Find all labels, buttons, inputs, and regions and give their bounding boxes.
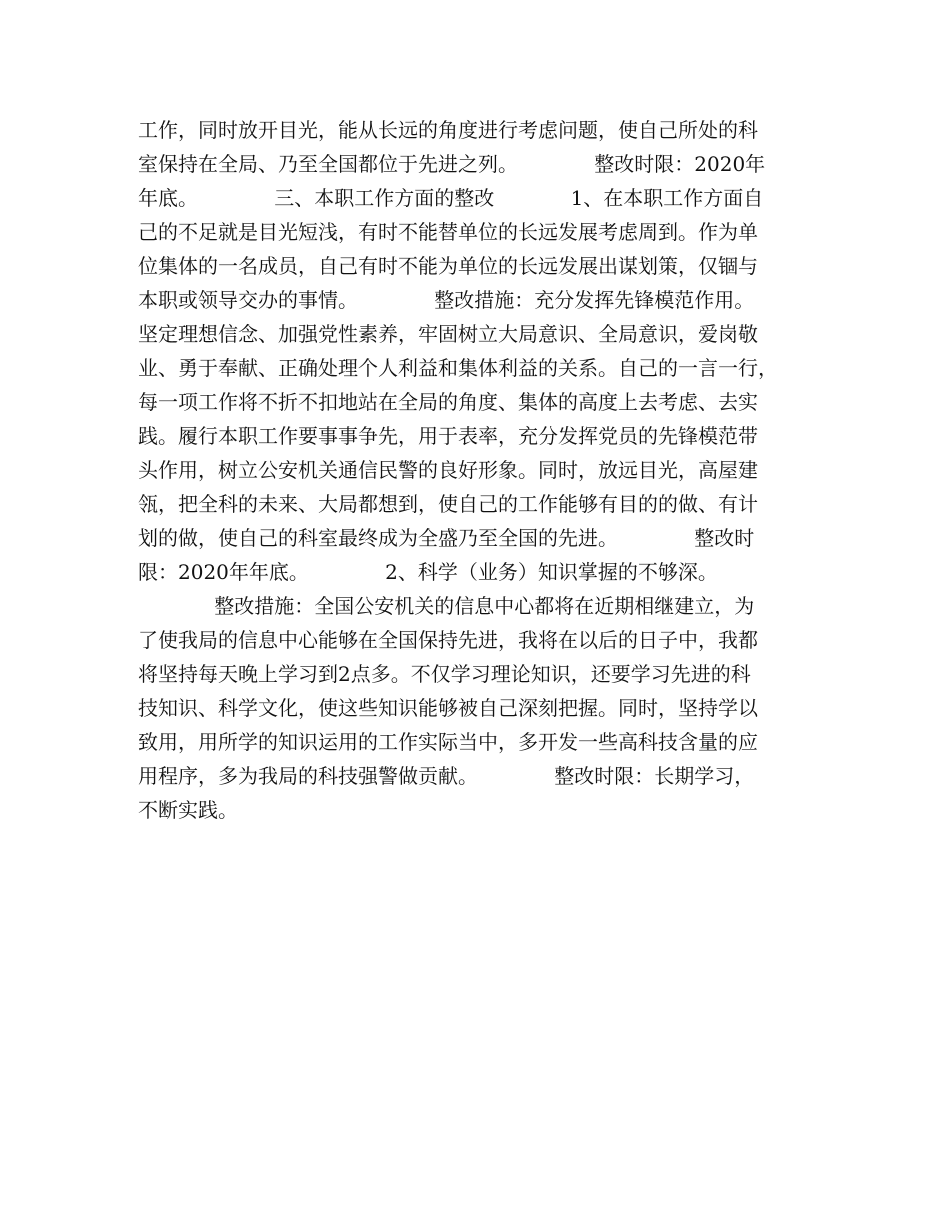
body-text — [138, 113, 818, 827]
text-line: 室保持在全局、乃至全国都位于先进之列。 整改时限：2020年 — [138, 152, 766, 176]
text-line: 了使我局的信息中心能够在全国保持先进，我将在以后的日子中，我都 — [138, 628, 758, 652]
text-line: 坚定理想信念、加强党性素养，牢固树立大局意识、全局意识，爱岗敬 — [138, 322, 758, 346]
text-line: 本职或领导交办的事情。 整改措施：充分发挥先锋模范作用。 — [138, 288, 755, 312]
text-line: 划的做，使自己的科室最终成为全盛乃至全国的先进。 整改时 — [138, 526, 755, 550]
text-line: 将坚持每天晚上学习到2点多。不仅学习理论知识，还要学习先进的科 — [138, 662, 751, 686]
text-line: 致用，用所学的知识运用的工作实际当中，多开发一些高科技含量的应 — [138, 730, 758, 754]
text-line: 工作，同时放开目光，能从长远的角度进行考虑问题，使自己所处的科 — [138, 118, 758, 142]
text-line: 不断实践。 — [138, 798, 238, 822]
text-line: 己的不足就是目光短浅，有时不能替单位的长远发展考虑周到。作为单 — [138, 220, 758, 244]
text-line: 技知识、科学文化，使这些知识能够被自己深刻把握。同时，坚持学以 — [138, 696, 758, 720]
text-line: 践。履行本职工作要事事争先，用于表率，充分发挥党员的先锋模范带 — [138, 424, 758, 448]
text-line: 年底。 三、本职工作方面的整改 1、在本职工作方面自 — [138, 186, 764, 210]
text-line: 用程序，多为我局的科技强警做贡献。 整改时限：长期学习， — [138, 764, 755, 788]
text-line: 业、勇于奉献、正确处理个人利益和集体利益的关系。自己的一言一行， — [138, 356, 778, 380]
text-line: 瓴，把全科的未来、大局都想到，使自己的工作能够有目的的做、有计 — [138, 492, 758, 516]
text-line: 每一项工作将不折不扣地站在全局的角度、集体的高度上去考虑、去实 — [138, 390, 758, 414]
text-line: 整改措施：全国公安机关的信息中心都将在近期相继建立，为 — [138, 594, 755, 618]
text-line: 位集体的一名成员，自己有时不能为单位的长远发展出谋划策，仅锢与 — [138, 254, 758, 278]
text-line: 限：2020年年底。 2、科学（业务）知识掌握的不够深。 — [138, 560, 718, 584]
text-line: 头作用，树立公安机关通信民警的良好形象。同时，放远目光，高屋建 — [138, 458, 758, 482]
